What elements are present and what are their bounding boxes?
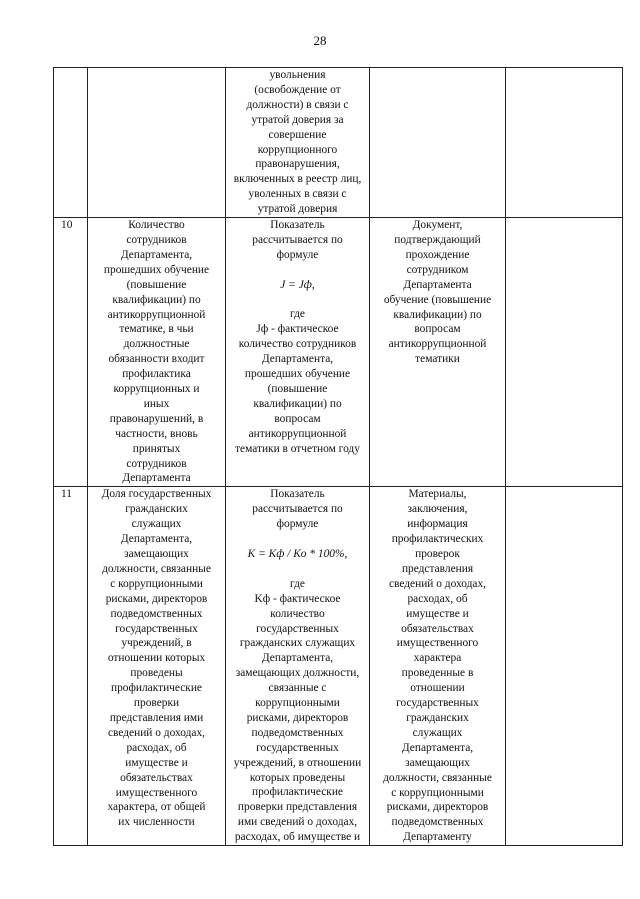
text-line: обязательствах [120, 771, 193, 784]
calculation-method-cell [226, 68, 370, 218]
data-source-cell [370, 487, 506, 846]
text-line: проверок [415, 548, 460, 560]
row-number-cell: 11 [54, 487, 88, 846]
data-source-cell [370, 218, 506, 487]
text-line: сотрудников [126, 457, 187, 470]
method-where: где [290, 308, 305, 321]
text-line: профилактические [252, 786, 343, 799]
text-line: правонарушений, в [109, 412, 204, 425]
text-line: Материалы, [408, 488, 467, 501]
text-line: Департамента, [261, 652, 334, 665]
text-line: профилактика [122, 368, 191, 381]
text-line: антикоррупционной [248, 427, 347, 440]
text-line: Jф - фактическое [256, 323, 339, 336]
text-line: Документ, [412, 219, 463, 232]
text-line: профилактические [111, 682, 202, 695]
text-line: характера, от общей [107, 801, 206, 814]
calculation-method-cell [226, 487, 370, 846]
text-line: служащих [412, 726, 463, 739]
text-line: обязанности входит [108, 353, 205, 366]
table-row [54, 68, 623, 218]
text-line: Показатель [270, 488, 325, 501]
text-line: имуществе и [125, 756, 188, 769]
text-line: отношении [410, 682, 465, 695]
text-line: частности, вновь [115, 427, 198, 440]
text-line: Департамента, [120, 248, 193, 261]
text-line: коррупционными [255, 697, 340, 710]
text-line: сотрудником [406, 263, 469, 276]
text-line: прохождение [405, 248, 470, 261]
formula: K = Kф / Ko * 100%, [247, 547, 348, 560]
text-line: должностные [123, 338, 190, 351]
text-line: имуществе и [406, 607, 469, 620]
text-line: представления ими [109, 711, 204, 724]
text-line: гражданских служащих [239, 637, 356, 650]
extra-cell [506, 487, 623, 846]
text-line: имущественного [115, 786, 198, 799]
text-line: (повышение [126, 278, 187, 291]
text-line: заключения, [407, 503, 468, 516]
text-line: рисками, директоров [246, 711, 349, 724]
text-line: замещающих [124, 548, 189, 560]
text-line: (освобождение от [254, 83, 341, 96]
text-line: прошедших обучение [103, 263, 210, 276]
text-line: рассчитывается по [252, 503, 343, 516]
text-line: государственных [256, 741, 339, 754]
page-number: 28 [313, 33, 327, 48]
text-line: должности, связанные [102, 562, 211, 575]
text-line: с коррупционными [110, 577, 203, 590]
method-intro [229, 218, 366, 263]
text-line: их численности [118, 816, 195, 829]
text-line: Департамента [122, 472, 191, 485]
text-line: правонарушения, [255, 158, 340, 171]
extra-cell [506, 68, 623, 218]
text-line: проверки [133, 697, 180, 710]
method-definition [229, 322, 366, 456]
text-line: проведены [130, 667, 183, 680]
text-line: подтверждающий [394, 233, 481, 246]
text-line: Доля государственных [101, 488, 212, 501]
text-line: должности) в связи с [246, 98, 349, 111]
text-line: расходах, об [126, 741, 187, 754]
text-line: имущественного [396, 637, 479, 650]
text-line: квалификации) по [112, 293, 201, 306]
text-line: связанные с [268, 682, 327, 695]
table-row [54, 218, 623, 487]
formula: J = Jф, [280, 278, 315, 291]
text-line: обучение (повышение [383, 293, 492, 306]
text-line: рисками, директоров [386, 801, 489, 814]
text-line: Департамента [403, 278, 472, 291]
text-line: утратой доверия за [251, 113, 344, 126]
method-definition [229, 592, 366, 845]
text-line: проведенные в [401, 667, 474, 680]
row-number-cell [54, 68, 88, 218]
text-line: антикоррупционной [107, 308, 206, 321]
data-source-cell [370, 68, 506, 218]
text-line: вопросам [414, 323, 461, 336]
text-line: сведений о доходах, [107, 726, 206, 739]
extra-cell [506, 218, 623, 487]
text-line: Департаменту [403, 831, 472, 844]
text-line: количество сотрудников [238, 338, 357, 351]
text-line: гражданских [125, 503, 188, 516]
text-line: включенных в реестр лиц, [233, 173, 362, 186]
text-line: Количество [128, 219, 185, 232]
text-line: информация [407, 518, 468, 531]
text-line: которых проведены [249, 771, 346, 784]
text-line: формуле [276, 248, 319, 261]
text-line: Департамента, [120, 533, 193, 546]
indicator-name-cell [88, 68, 226, 218]
text-line: иных [143, 397, 170, 410]
text-line: Департамента, [261, 353, 334, 366]
indicator-name-cell [88, 487, 226, 846]
text-line: замещающих [405, 756, 470, 769]
text-line: принятых [132, 442, 181, 455]
text-line: вопросам [274, 412, 321, 425]
text-line: прошедших обучение [244, 368, 351, 381]
text-line: подведомственных [110, 607, 203, 620]
text-line: характера [413, 652, 462, 665]
text-line: коррупционного [257, 143, 338, 156]
text-line: профилактических [391, 533, 484, 546]
text-line: количество [270, 607, 325, 620]
text-line: подведомственных [391, 816, 484, 829]
text-line: совершение [268, 128, 327, 141]
text-line: сведений о доходах, [388, 577, 487, 590]
text-line: рассчитывается по [252, 233, 343, 246]
method-intro [229, 487, 366, 532]
text-line: представления [401, 562, 474, 575]
text-line: государственных [115, 622, 198, 635]
text-line: расходах, об имуществе и [234, 831, 361, 844]
calculation-method-cell [226, 218, 370, 487]
text-line: уволенных в связи с [248, 188, 347, 201]
text-line: тематики [415, 353, 460, 366]
text-line: с коррупционными [391, 786, 484, 799]
text-line: подведомственных [251, 726, 344, 739]
text-line: Показатель [270, 219, 325, 232]
indicator-name-cell [88, 218, 226, 487]
text-line: коррупционных и [113, 383, 200, 396]
text-line: антикоррупционной [388, 338, 487, 351]
text-line: утратой доверия [257, 203, 338, 216]
row-number-cell: 10 [54, 218, 88, 487]
text-line: государственных [396, 697, 479, 710]
text-line: проверки представления [237, 801, 358, 814]
text-line: увольнения [269, 69, 326, 81]
text-line: государственных [256, 622, 339, 635]
text-line: обязательствах [401, 622, 474, 635]
text-line: тематике, в чьи [119, 323, 194, 336]
text-line: замещающих должности, [235, 667, 360, 680]
text-line: служащих [131, 518, 182, 531]
text-line: сотрудников [126, 233, 187, 246]
text-line: расходах, об [407, 592, 468, 605]
text-line: тематики в отчетном году [235, 442, 360, 455]
text-line: рисками, директоров [105, 592, 208, 605]
text-line: (повышение [267, 383, 328, 395]
text-line: гражданских [406, 711, 469, 724]
text-line: квалификации) по [393, 308, 482, 321]
text-line: Kф - фактическое [254, 592, 341, 605]
text-line: ими сведений о доходах, [237, 816, 358, 829]
text-line: квалификации) по [253, 397, 342, 410]
method-where: где [290, 577, 305, 590]
text-line: учреждений, в отношении [233, 756, 362, 769]
table-row [54, 487, 623, 846]
text-line: должности, связанные [383, 771, 492, 784]
indicators-table [53, 67, 623, 846]
text-line: учреждений, в [121, 637, 192, 650]
text-line: формуле [276, 518, 319, 531]
text-line: отношении которых [107, 652, 206, 665]
text-line: Департамента, [401, 741, 474, 754]
